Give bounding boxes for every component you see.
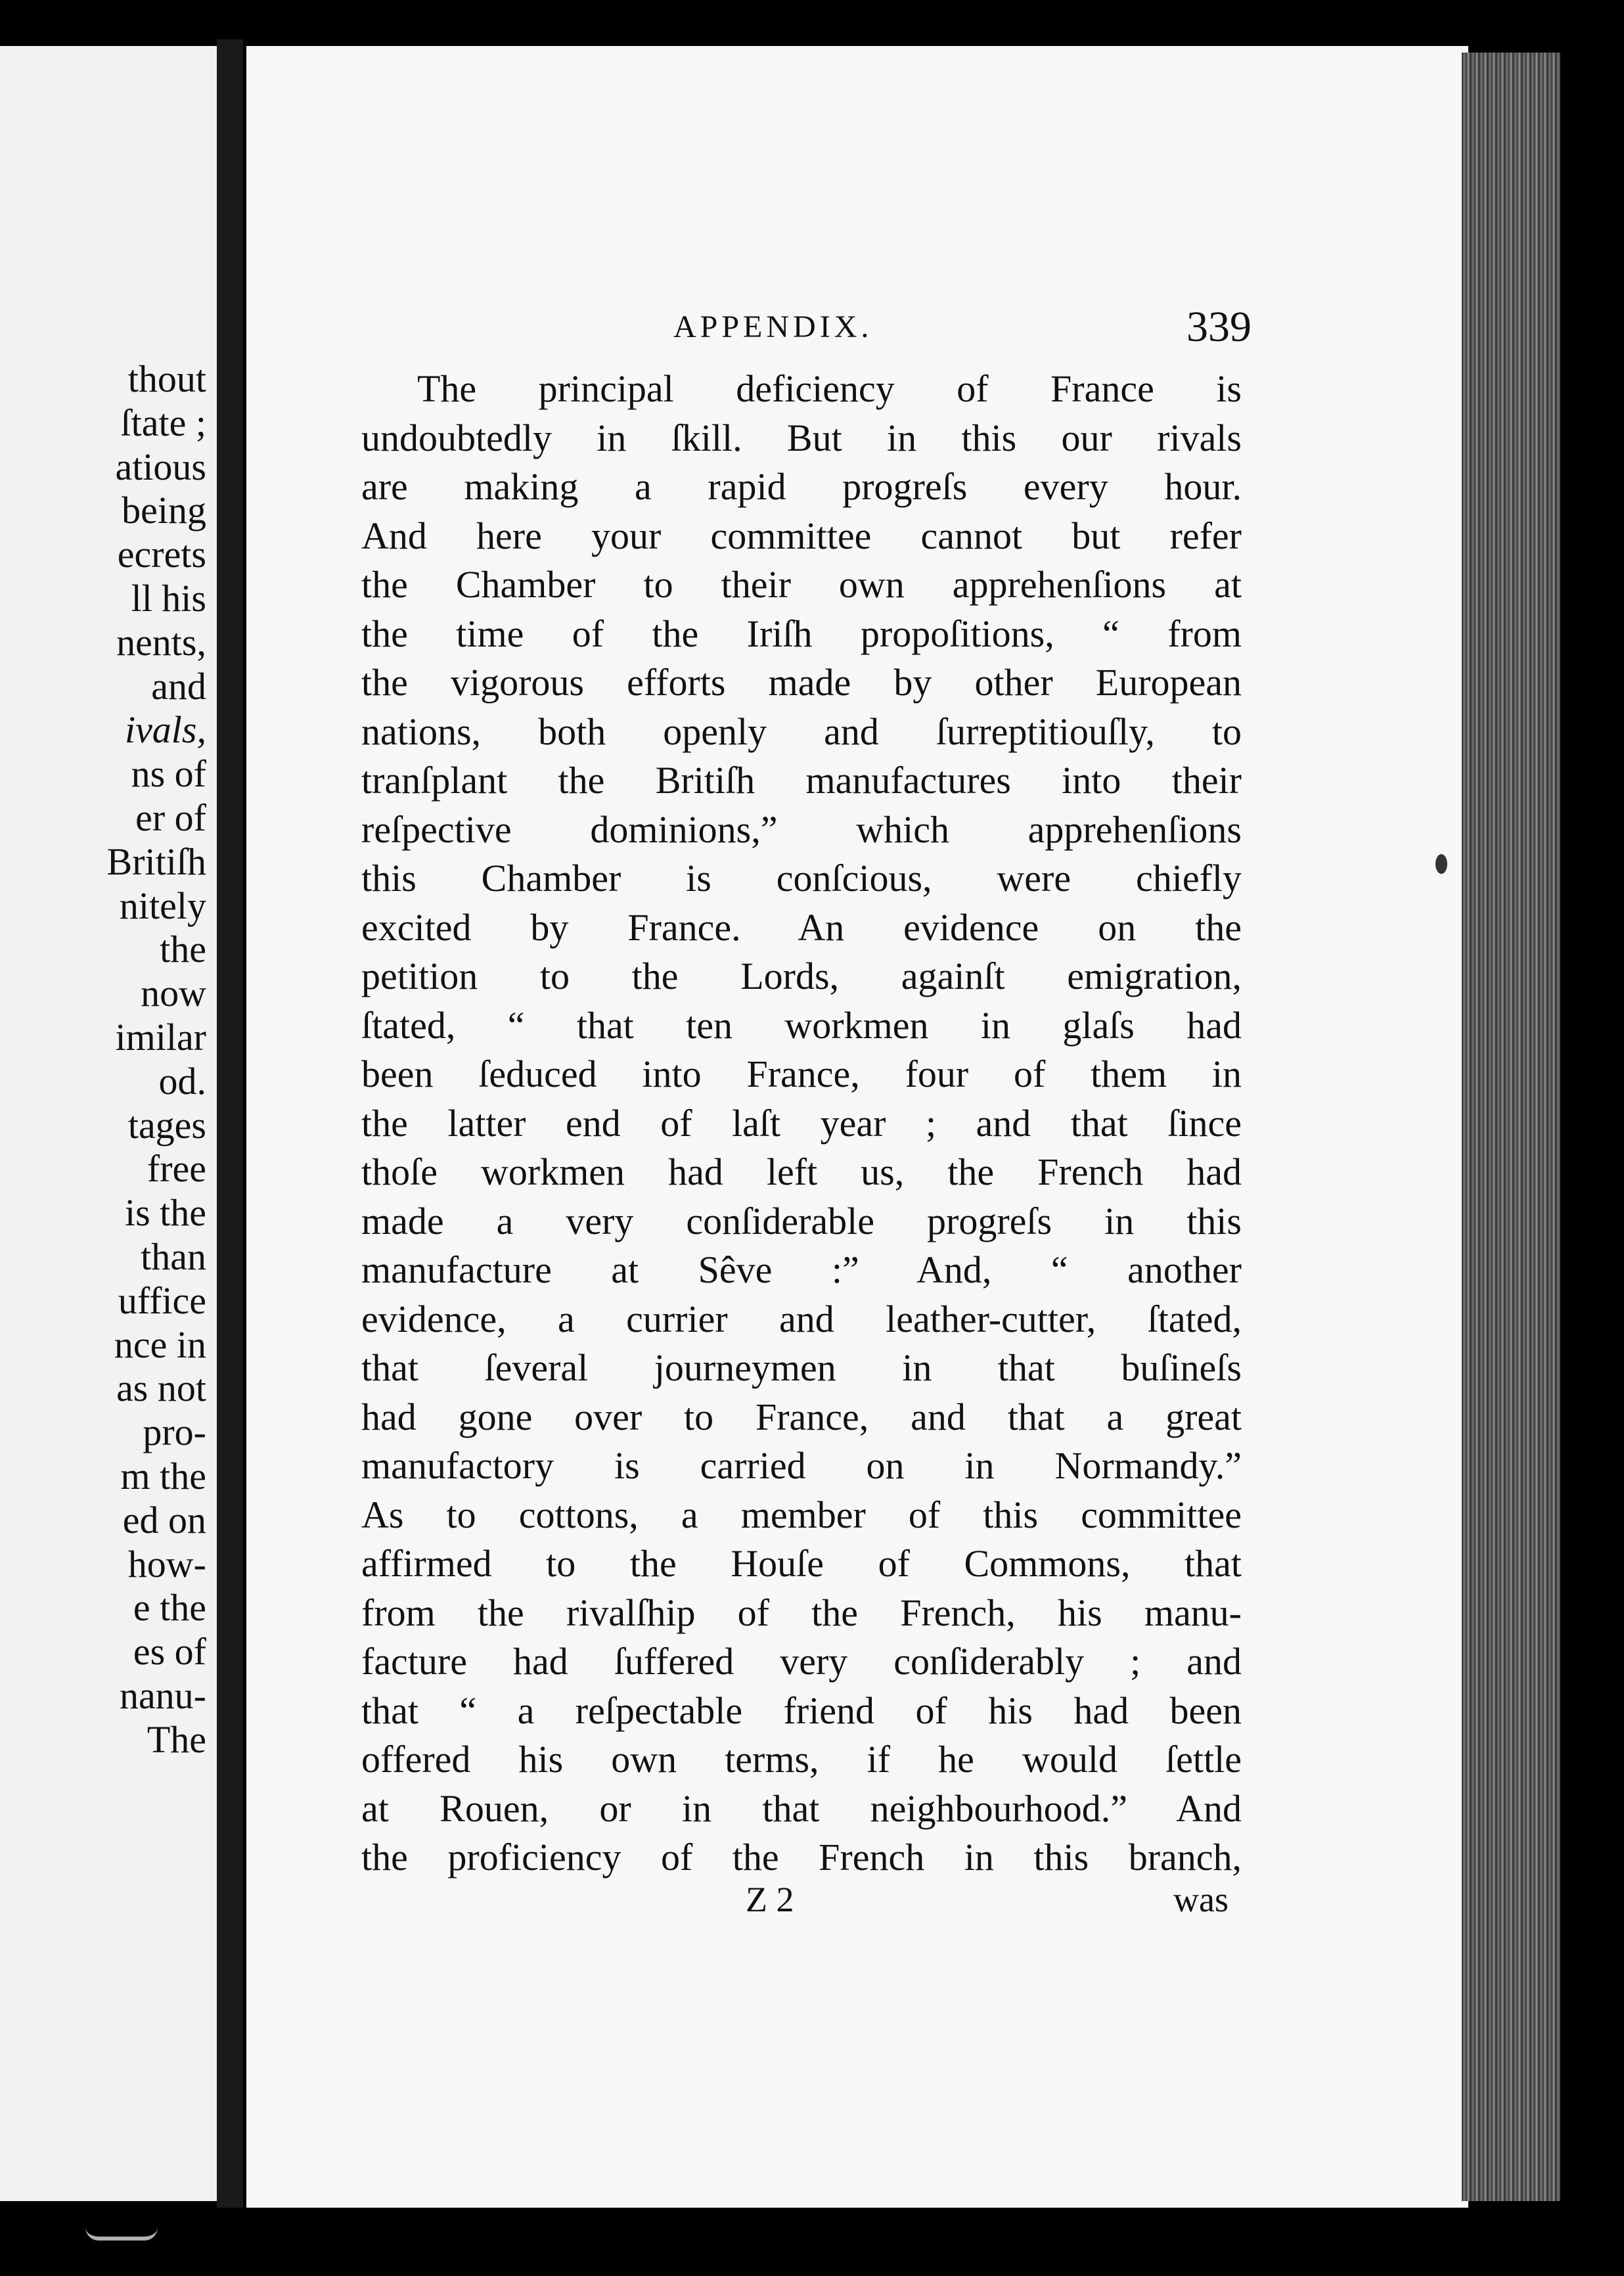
facing-line-fragment: tages (127, 1103, 206, 1147)
text-line: And here your committee cannot but refer (361, 514, 1242, 557)
facing-line-fragment: and (151, 664, 206, 708)
text-line: at Rouen, or in that neighbourhood.” And (361, 1787, 1242, 1830)
text-line: undoubtedly in ſkill. But in this our rivals (361, 416, 1242, 459)
text-line: The principal deficiency of France is (417, 367, 1242, 410)
facing-line-fragment: ivals, (124, 708, 206, 752)
facing-line-fragment: er of (135, 796, 206, 839)
text-line: ſtated, “ that ten workmen in glaſs had (361, 1003, 1242, 1047)
text-line: nations, both openly and ſurreptitiouſly, to (361, 710, 1242, 753)
page-number: 339 (1186, 303, 1252, 351)
text-line: thoſe workmen had left us, the French had (361, 1150, 1242, 1193)
facing-line-fragment: imilar (115, 1016, 206, 1058)
text-line: that “ a reſpectable friend of his had been (361, 1689, 1242, 1732)
facing-line-fragment: pro- (143, 1411, 206, 1454)
facing-line-fragment: ll his (131, 577, 206, 620)
facing-line-fragment: nitely (119, 884, 206, 927)
page-header (371, 303, 1252, 361)
signature-mark: Z 2 (746, 1880, 794, 1919)
facing-line-fragment: now (141, 972, 206, 1015)
facing-line-fragment: ecrets (117, 533, 206, 576)
facing-line-fragment: uffice (118, 1279, 206, 1322)
text-line: the proficiency of the French in this branch, (361, 1836, 1242, 1878)
body-text (361, 365, 1242, 1882)
text-line: offered his own terms, if he would ſettle (361, 1738, 1242, 1781)
text-line: manufactory is carried on in Normandy.” (361, 1444, 1242, 1487)
scan-artifact (85, 2227, 158, 2241)
facing-line-fragment: being (122, 489, 206, 532)
text-line: facture had ſuffered very conſiderably ; and (361, 1640, 1242, 1683)
facing-line-fragment: nanu- (119, 1674, 206, 1717)
facing-line-fragment: the (160, 928, 206, 971)
catchword: was (1173, 1880, 1229, 1919)
text-line: been ſeduced into France, four of them in (361, 1053, 1242, 1095)
facing-line-fragment: nce in (114, 1323, 206, 1366)
facing-line-fragment: The (147, 1718, 206, 1761)
scan-speck (1435, 854, 1447, 874)
text-line: are making a rapid progreſs every hour. (361, 465, 1242, 508)
text-line: made a very conſiderable progreſs in this (361, 1199, 1242, 1242)
facing-line-fragment: od. (158, 1059, 206, 1103)
facing-line-fragment: as not (116, 1367, 206, 1410)
text-line: As to cottons, a member of this committee (361, 1493, 1242, 1536)
facing-line-fragment: ed on (122, 1498, 206, 1541)
text-line: affirmed to the Houſe of Commons, that (361, 1542, 1242, 1585)
text-line: evidence, a currier and leather-cutter, ſtated, (361, 1297, 1242, 1340)
book-gutter (217, 39, 243, 2208)
facing-page-fragment (0, 46, 217, 2201)
text-line: the Chamber to their own apprehenſions at (361, 563, 1242, 606)
running-head: APPENDIX. (673, 309, 873, 344)
facing-line-fragment: how- (127, 1542, 206, 1585)
facing-line-fragment: nents, (116, 620, 206, 664)
page-edges (1462, 53, 1560, 2201)
text-line: this Chamber is conſcious, were chiefly (361, 857, 1242, 899)
facing-line-fragment: Britiſh (106, 840, 206, 883)
page-footer (361, 1879, 1229, 1932)
facing-line-fragment: is the (124, 1191, 206, 1235)
facing-line-fragment: than (141, 1235, 206, 1278)
text-line: had gone over to France, and that a great (361, 1395, 1242, 1438)
text-line: the latter end of laſt year ; and that ſince (361, 1101, 1242, 1145)
facing-line-fragment: m the (120, 1455, 206, 1497)
text-line: excited by France. An evidence on the (361, 905, 1242, 949)
text-line: reſpective dominions,” which apprehenſions (361, 808, 1242, 851)
text-line: tranſplant the Britiſh manufactures into their (361, 759, 1242, 802)
text-line: the time of the Iriſh propoſitions, “ from (361, 612, 1242, 655)
text-line: from the rivalſhip of the French, his manu- (361, 1591, 1242, 1634)
facing-line-fragment: ſtate ; (120, 401, 206, 444)
text-line: the vigorous efforts made by other European (361, 661, 1242, 704)
text-line: petition to the Lords, againſt emigration, (361, 955, 1242, 997)
text-line: manufacture at Sêve :” And, “ another (361, 1248, 1242, 1291)
facing-line-fragment: free (147, 1147, 206, 1191)
facing-line-fragment: es of (133, 1630, 206, 1673)
facing-line-fragment: e the (133, 1586, 206, 1629)
facing-line-fragment: atious (115, 445, 206, 488)
facing-line-fragment: thout (127, 357, 206, 400)
text-line: that ſeveral journeymen in that buſineſs (361, 1346, 1242, 1389)
facing-line-fragment: ns of (131, 752, 206, 796)
